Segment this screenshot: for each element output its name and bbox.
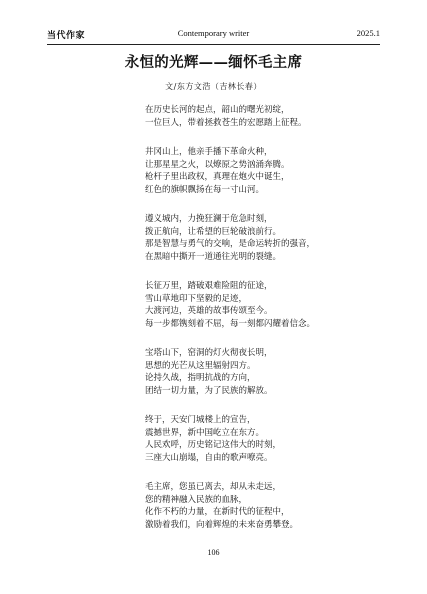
magazine-name: 当代作家	[47, 31, 86, 41]
poem-line: 在黑暗中撕开一道通往光明的裂缝。	[145, 251, 282, 262]
poem-line: 团结一切力量，为了民族的解放。	[145, 385, 273, 396]
poem-line: 您的精神融入民族的血脉，	[145, 494, 248, 505]
poem-line: 三座大山崩塌，自由的歌声嘹亮。	[145, 452, 273, 463]
stanza	[145, 104, 385, 129]
poem-line: 红色的旗帜飘扬在每一寸山河。	[145, 184, 265, 195]
poem-line: 一位巨人，带着拯救苍生的宏愿踏上征程。	[145, 117, 307, 128]
poem-line: 震撼世界，新中国屹立在东方。	[145, 427, 265, 438]
poem-title: 永恒的光辉——缅怀毛主席	[124, 54, 303, 71]
running-header	[0, 28, 427, 42]
page-number: 106	[207, 548, 220, 557]
poem-line: 井冈山上，他亲手播下革命火种，	[145, 147, 273, 157]
poem-line: 人民欢呼，历史铭记这伟大的时刻，	[145, 440, 282, 450]
poem-line: 长征万里，踏破艰难险阻的征途，	[145, 281, 273, 291]
poem-line: 激励着我们，向着辉煌的未来奋勇攀登。	[145, 519, 299, 530]
poem-line: 拨正航向，让希望的巨轮破浪前行。	[145, 226, 282, 237]
stanza	[145, 280, 385, 330]
stanza	[145, 347, 385, 397]
poem-line: 宝塔山下，窑洞的灯火彻夜长明，	[145, 348, 273, 358]
stanza	[145, 414, 385, 464]
poem-line: 遵义城内，力挽狂澜于危急时刻，	[145, 214, 273, 224]
poem-line: 那是智慧与勇气的交响，是命运转折的强音，	[145, 239, 316, 249]
stanza	[145, 481, 385, 531]
stanza	[145, 146, 385, 196]
poem-body	[145, 104, 385, 548]
poem-line: 每一步都镌刻着不屈，每一刻都闪耀着信念。	[145, 318, 316, 329]
magazine-english-name: Contemporary writer	[177, 28, 250, 38]
poem-line: 毛主席，您虽已离去，却从未走远，	[145, 482, 282, 492]
issue-number: 2025.1	[356, 28, 380, 38]
header-rule	[47, 44, 380, 45]
poem-line: 化作不朽的力量，在新时代的征程中，	[145, 507, 290, 517]
poem-line: 终于，天安门城楼上的宣告，	[145, 415, 256, 425]
stanza	[145, 213, 385, 263]
poem-line: 让那星星之火，以燎原之势汹涌奔腾。	[145, 159, 290, 170]
poem-line: 在历史长河的起点，韶山的曙光初绽，	[145, 105, 290, 115]
poem-line: 论持久战，指明抗战的方向，	[145, 373, 256, 383]
poem-line: 雪山草地印下坚毅的足迹，	[145, 293, 248, 304]
poem-line: 思想的光芒从这里辐射四方。	[145, 360, 256, 371]
poem-byline: 文/东方文浩（吉林长春）	[165, 82, 262, 91]
poem-line: 枪杆子里出政权，真理在炮火中诞生，	[145, 172, 290, 182]
poem-line: 大渡河边，英雄的故事传颂至今。	[145, 306, 273, 316]
